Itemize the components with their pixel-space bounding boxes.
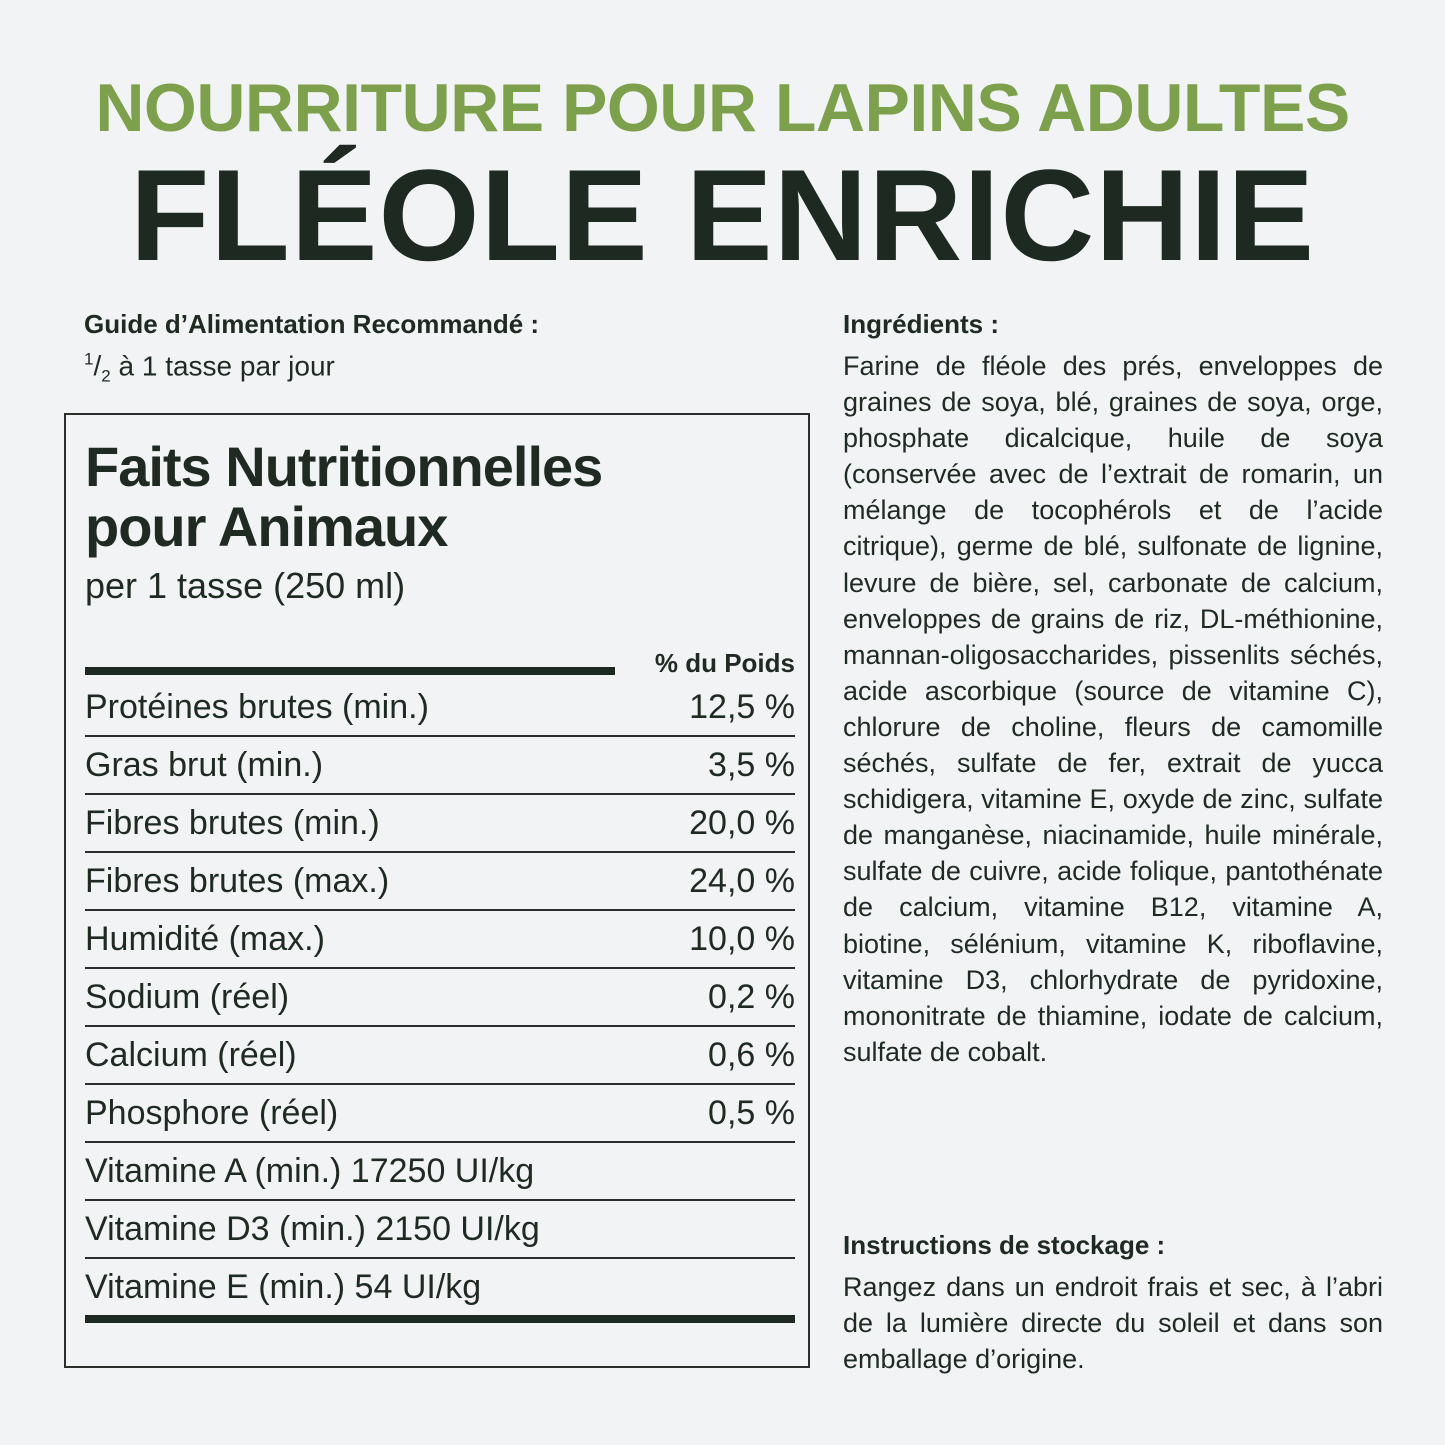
ingredients-section — [843, 308, 1383, 1070]
nutrient-value: 0,2 % — [708, 977, 795, 1016]
nutrient-value: 0,6 % — [708, 1035, 795, 1074]
facts-row — [85, 969, 795, 1027]
facts-row — [85, 795, 795, 853]
fraction-numerator: 1 — [84, 350, 94, 369]
fraction-denominator: 2 — [101, 366, 111, 386]
nutrient-label: Sodium (réel) — [85, 977, 290, 1016]
facts-row — [85, 737, 795, 795]
feeding-guide — [84, 308, 804, 397]
facts-row — [85, 1201, 795, 1259]
nutrient-label: Vitamine D3 (min.) 2150 UI/kg — [85, 1209, 540, 1248]
nutrient-label: Gras brut (min.) — [85, 745, 324, 784]
facts-row — [85, 1027, 795, 1085]
facts-title-line1: Faits Nutritionnelles — [85, 435, 603, 498]
nutrient-label: Protéines brutes (min.) — [85, 687, 429, 726]
nutrient-label: Fibres brutes (min.) — [85, 803, 380, 842]
thick-divider-bottom — [85, 1315, 795, 1323]
facts-row — [85, 1085, 795, 1143]
feeding-amount: à 1 tasse par jour — [110, 350, 335, 382]
nutrient-value: 0,5 % — [708, 1093, 795, 1132]
nutrient-label: Humidité (max.) — [85, 919, 325, 958]
nutrient-value: 3,5 % — [708, 745, 795, 784]
nutrient-value: 12,5 % — [689, 687, 795, 726]
ingredients-text: Farine de fléole des prés, enveloppes de graines de soya, blé, graines de soya, orge, phosphate dicalcique, huile de soya (conservée avec de l’extrait de romarin, un mélange de tocophérols et de l’acide citrique), germe de blé, sulfonate de lignine, levure de bière, sel, carbonate de calcium, enveloppes de grains de riz, DL-méthionine, mannan-oligosaccharides, pissenlits séchés, acide ascorbique (source de vitamine C), chlorure de choline, fleurs de camomille séchés, sulfate de fer, extrait de yucca schidigera, vitamine E, oxyde de zinc, sulfate de manganèse, niacinamide, huile minérale, sulfate de cuivre, acide folique, pantothénate de calcium, vitamine B12, vitamine A, biotine, sélénium, vitamine K, riboflavine, vitamine D3, chlorhydrate de pyridoxine, mononitrate de thiamine, iodate de calcium, sulfate de cobalt. — [843, 351, 1383, 1067]
feeding-guide-label: Guide d’Alimentation Recommandé : — [84, 309, 540, 339]
nutrient-label: Vitamine E (min.) 54 UI/kg — [85, 1267, 482, 1306]
feeding-fraction: $^1/_2$ — [84, 350, 111, 386]
nutrient-label: Fibres brutes (max.) — [85, 861, 390, 900]
nutrient-value: 20,0 % — [689, 803, 795, 842]
facts-row — [85, 679, 795, 737]
product-subtitle: NOURRITURE POUR LAPINS ADULTES — [95, 70, 1350, 146]
nutrient-value: 10,0 % — [689, 919, 795, 958]
nutrition-facts-panel — [64, 413, 810, 1368]
feeding-guide-text — [84, 340, 804, 397]
facts-row — [85, 853, 795, 911]
facts-row — [85, 911, 795, 969]
thick-divider — [85, 667, 615, 675]
nutrient-value: 24,0 % — [689, 861, 795, 900]
product-title: FLÉOLE ENRICHIE — [129, 142, 1316, 288]
nutrient-label: Vitamine A (min.) 17250 UI/kg — [85, 1151, 535, 1190]
facts-rows — [85, 679, 795, 1315]
storage-text: Rangez dans un endroit frais et sec, à l’abri de la lumière directe du soleil et dans son emballage d’origine. — [843, 1272, 1383, 1375]
facts-header-row — [85, 645, 795, 679]
ingredients-label: Ingrédients : — [843, 309, 1000, 339]
storage-section — [843, 1229, 1383, 1377]
column-header-weight: % du Poids — [654, 648, 795, 678]
facts-row — [85, 1143, 795, 1201]
facts-row — [85, 1259, 795, 1315]
storage-label: Instructions de stockage : — [843, 1230, 1166, 1260]
facts-title-line2: pour Animaux — [85, 495, 448, 558]
serving-size: per 1 tasse (250 ml) — [85, 565, 406, 606]
nutrient-label: Calcium (réel) — [85, 1035, 297, 1074]
nutrient-label: Phosphore (réel) — [85, 1093, 339, 1132]
